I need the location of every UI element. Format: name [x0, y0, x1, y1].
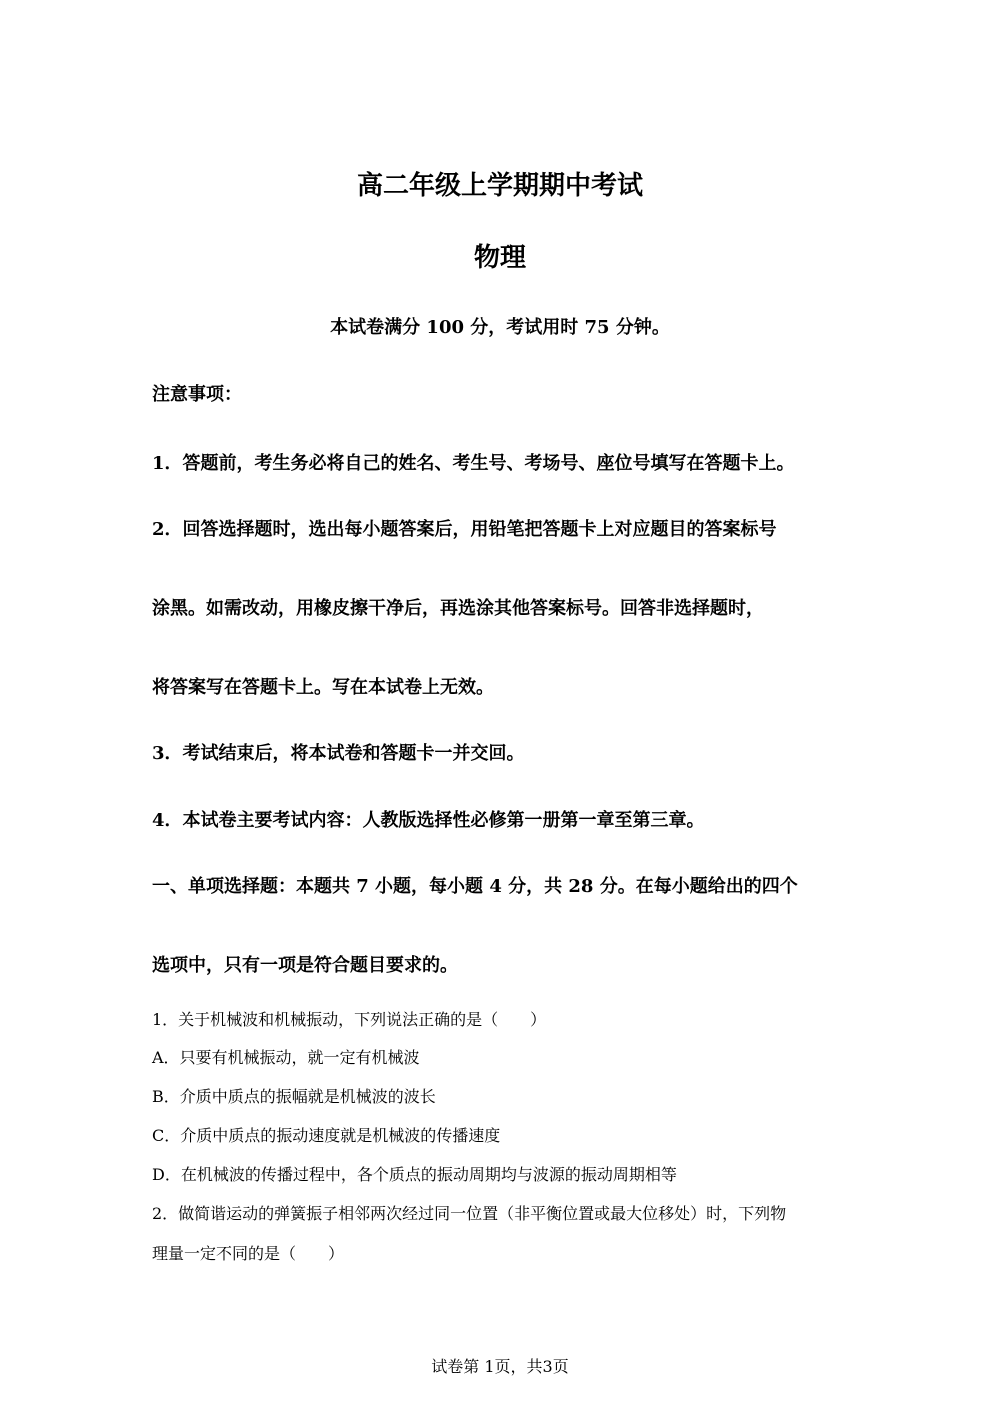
section-heading-line-2: 选项中，只有一项是符合题目要求的。 [152, 955, 458, 976]
question-1-option-b: B．介质中质点的振幅就是机械波的波长 [152, 1087, 436, 1106]
question-2-stem-line-2: 理量一定不同的是（ ） [152, 1244, 345, 1263]
question-1-option-a: A．只要有机械振动，就一定有机械波 [152, 1048, 420, 1067]
notice-item-2-line-1: 2．回答选择题时，选出每小题答案后，用铅笔把答题卡上对应题目的答案标号 [152, 519, 777, 540]
section-heading-line-1: 一、单项选择题：本题共 7 小题，每小题 4 分，共 28 分。在每小题给出的四个 [152, 876, 798, 897]
exam-title: 高二年级上学期期中考试 [356, 171, 643, 201]
question-1-stem: 1．关于机械波和机械振动，下列说法正确的是（ ） [152, 1010, 547, 1029]
notice-item-2-line-2: 涂黑。如需改动，用橡皮擦干净后，再选涂其他答案标号。回答非选择题时， [152, 598, 764, 619]
page-footer: 试卷第 1页，共3页 [431, 1357, 569, 1376]
notice-item-1: 1．答题前，考生务必将自己的姓名、考生号、考场号、座位号填写在答题卡上。 [152, 453, 795, 474]
question-1-option-c: C．介质中质点的振动速度就是机械波的传播速度 [152, 1126, 501, 1145]
exam-info: 本试卷满分 100 分，考试用时 75 分钟。 [330, 317, 670, 338]
subject-title: 物理 [473, 243, 526, 273]
notice-item-4: 4．本试卷主要考试内容：人教版选择性必修第一册第一章至第三章。 [152, 810, 705, 831]
notice-item-3: 3．考试结束后，将本试卷和答题卡一并交回。 [152, 743, 525, 764]
notice-item-2-line-3: 将答案写在答题卡上。写在本试卷上无效。 [152, 677, 494, 698]
question-2-stem-line-1: 2．做简谐运动的弹簧振子相邻两次经过同一位置（非平衡位置或最大位移处）时，下列物 [152, 1204, 787, 1223]
question-1-option-d: D．在机械波的传播过程中，各个质点的振动周期均与波源的振动周期相等 [152, 1165, 677, 1184]
notice-heading: 注意事项： [152, 384, 242, 405]
